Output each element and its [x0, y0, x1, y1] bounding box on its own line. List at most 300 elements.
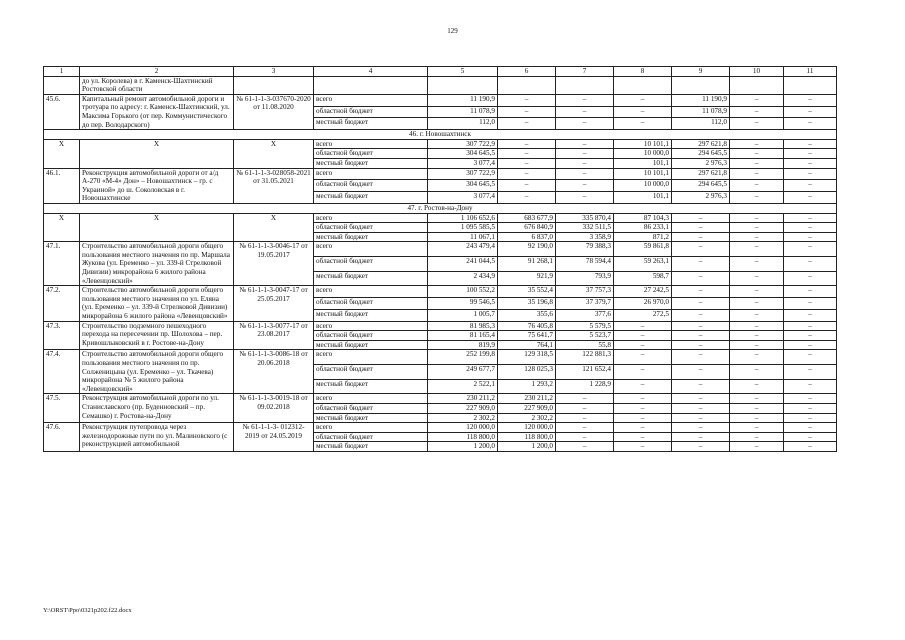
amount-cell: –: [784, 256, 837, 271]
funding-source: областной бюджет: [314, 106, 428, 118]
amount-cell: –: [730, 350, 784, 365]
amount-cell: 59 861,8: [614, 242, 672, 257]
amount-cell: –: [556, 139, 614, 149]
amount-cell: 272,5: [614, 309, 672, 321]
funding-source: всего: [314, 423, 428, 433]
amount-cell: 307 722,9: [428, 139, 498, 149]
amount-cell: –: [784, 271, 837, 286]
object-name: Реконструкция путепровода через железнодорожные пути по ул. Малиновского (с реконструкцией автомобильной: [80, 423, 234, 452]
amount-cell: –: [672, 298, 730, 310]
funding-source: местный бюджет: [314, 271, 428, 286]
amount-cell: 91 268,1: [498, 256, 556, 271]
amount-cell: –: [672, 286, 730, 298]
expertise-document: № 61-1-1-3-028058-2021 от 31.05.2021: [234, 168, 314, 203]
amount-cell: 355,6: [498, 309, 556, 321]
amount-cell: –: [672, 394, 730, 404]
amount-cell: –: [672, 365, 730, 380]
funding-source: всего: [314, 139, 428, 149]
amount-cell: 819,9: [428, 340, 498, 350]
empty-cell: [614, 76, 672, 94]
expertise-document: Х: [234, 139, 314, 168]
funding-source: областной бюджет: [314, 298, 428, 310]
amount-cell: –: [784, 286, 837, 298]
amount-cell: 35 552,4: [498, 286, 556, 298]
amount-cell: 676 840,9: [498, 223, 556, 233]
expertise-document: № 61-1-1-3-037670-2020 от 11.08.2020: [234, 94, 314, 129]
column-number: 10: [730, 67, 784, 77]
amount-cell: 1 095 585,5: [428, 223, 498, 233]
amount-cell: 294 645,5: [672, 180, 730, 192]
amount-cell: –: [556, 158, 614, 168]
amount-cell: 59 263,1: [614, 256, 672, 271]
amount-cell: –: [498, 94, 556, 106]
object-name: Х: [80, 213, 234, 242]
amount-cell: –: [614, 106, 672, 118]
amount-cell: –: [730, 118, 784, 130]
funding-source: областной бюджет: [314, 223, 428, 233]
amount-cell: –: [672, 403, 730, 413]
item-number: 47.2.: [44, 286, 80, 321]
expertise-document: Х: [234, 213, 314, 242]
amount-cell: –: [784, 94, 837, 106]
amount-cell: –: [784, 321, 837, 331]
amount-cell: 683 677,9: [498, 213, 556, 223]
amount-cell: –: [672, 423, 730, 433]
object-name: Строительство автомобильной дороги общего пользования местного значения по пр. Солженицына (ул. Еременко – ул. Ткачева) микрорайона № 5 жилого района «Левенцовский»: [80, 350, 234, 394]
amount-cell: –: [672, 379, 730, 394]
object-name: Строительство автомобильной дороги общего пользования местного значения по ул. Еляна (ул. Еременко – ул. 339-й Стрелковой Дивизии) микрорайона 6 жилого района «Левенцовский»: [80, 286, 234, 321]
funding-source: областной бюджет: [314, 256, 428, 271]
amount-cell: 78 594,4: [556, 256, 614, 271]
amount-cell: –: [556, 403, 614, 413]
amount-cell: –: [730, 242, 784, 257]
amount-cell: –: [614, 432, 672, 442]
funding-source: областной бюджет: [314, 403, 428, 413]
amount-cell: 35 196,8: [498, 298, 556, 310]
amount-cell: –: [498, 158, 556, 168]
amount-cell: –: [730, 309, 784, 321]
amount-cell: 55,8: [556, 340, 614, 350]
amount-cell: –: [730, 271, 784, 286]
item-number: 47.6.: [44, 423, 80, 452]
column-number: 4: [314, 67, 428, 77]
amount-cell: –: [730, 340, 784, 350]
amount-cell: 243 479,4: [428, 242, 498, 257]
object-name: Строительство автомобильной дороги общего пользования местного значения по пр. Маршала Жукова (ул. Еременко – ул. 339-й Стрелковой Дивизии) микрорайона 6 жилого района «Левенцовский»: [80, 242, 234, 286]
amount-cell: –: [730, 413, 784, 423]
amount-cell: –: [784, 350, 837, 365]
amount-cell: –: [784, 180, 837, 192]
amount-cell: 10 000,0: [614, 180, 672, 192]
amount-cell: –: [614, 331, 672, 341]
item-number: 47.5.: [44, 394, 80, 423]
amount-cell: –: [614, 394, 672, 404]
amount-cell: 37 379,7: [556, 298, 614, 310]
continuation-row: [44, 76, 837, 94]
amount-cell: –: [556, 106, 614, 118]
amount-cell: –: [672, 413, 730, 423]
amount-cell: –: [672, 350, 730, 365]
amount-cell: –: [784, 413, 837, 423]
amount-cell: –: [614, 350, 672, 365]
empty-cell: [498, 76, 556, 94]
amount-cell: –: [730, 423, 784, 433]
amount-cell: –: [672, 309, 730, 321]
item-number: Х: [44, 139, 80, 168]
amount-cell: –: [672, 340, 730, 350]
amount-cell: 118 800,0: [428, 432, 498, 442]
amount-cell: –: [730, 256, 784, 271]
amount-cell: 793,9: [556, 271, 614, 286]
amount-cell: –: [672, 213, 730, 223]
amount-cell: –: [672, 321, 730, 331]
file-path-footer: Y:\ORST\Ppo\0321p202.f22.docx: [43, 607, 132, 614]
amount-cell: 297 621,8: [672, 168, 730, 180]
amount-cell: –: [614, 413, 672, 423]
amount-cell: –: [784, 242, 837, 257]
amount-cell: –: [498, 139, 556, 149]
amount-cell: –: [614, 379, 672, 394]
column-number: 2: [80, 67, 234, 77]
table-row: [44, 242, 837, 257]
amount-cell: –: [672, 331, 730, 341]
table-row: [44, 423, 837, 433]
amount-cell: –: [614, 94, 672, 106]
amount-cell: 5 523,7: [556, 331, 614, 341]
amount-cell: 230 211,2: [498, 394, 556, 404]
table-row: [44, 321, 837, 331]
amount-cell: –: [784, 365, 837, 380]
amount-cell: –: [730, 149, 784, 159]
amount-cell: 307 722,9: [428, 168, 498, 180]
amount-cell: 75 641,7: [498, 331, 556, 341]
column-number: 8: [614, 67, 672, 77]
funding-source: местный бюджет: [314, 232, 428, 242]
amount-cell: –: [614, 118, 672, 130]
amount-cell: –: [672, 232, 730, 242]
amount-cell: –: [614, 365, 672, 380]
amount-cell: –: [614, 423, 672, 433]
amount-cell: 2 976,3: [672, 158, 730, 168]
amount-cell: 86 233,1: [614, 223, 672, 233]
amount-cell: 101,1: [614, 158, 672, 168]
amount-cell: –: [730, 442, 784, 452]
amount-cell: –: [672, 223, 730, 233]
funding-source: местный бюджет: [314, 413, 428, 423]
funding-source: всего: [314, 394, 428, 404]
page-number: 129: [447, 27, 458, 35]
amount-cell: 129 318,5: [498, 350, 556, 365]
funding-source: всего: [314, 242, 428, 257]
amount-cell: 1 005,7: [428, 309, 498, 321]
amount-cell: –: [498, 192, 556, 204]
amount-cell: –: [730, 321, 784, 331]
empty-cell: [428, 76, 498, 94]
funding-source: всего: [314, 321, 428, 331]
amount-cell: 6 837,0: [498, 232, 556, 242]
amount-cell: –: [556, 394, 614, 404]
section-row: [44, 130, 837, 140]
amount-cell: –: [672, 242, 730, 257]
amount-cell: –: [784, 423, 837, 433]
amount-cell: 122 881,3: [556, 350, 614, 365]
expertise-document: № 61-1-1-3- 012312-2019 от 24.05.2019: [234, 423, 314, 452]
amount-cell: 26 970,0: [614, 298, 672, 310]
amount-cell: –: [672, 256, 730, 271]
amount-cell: –: [730, 139, 784, 149]
amount-cell: –: [784, 232, 837, 242]
amount-cell: –: [730, 286, 784, 298]
amount-cell: 2 434,9: [428, 271, 498, 286]
amount-cell: –: [672, 442, 730, 452]
amount-cell: 120 000,0: [498, 423, 556, 433]
amount-cell: –: [498, 149, 556, 159]
amount-cell: 2 302,2: [498, 413, 556, 423]
amount-cell: 118 800,0: [498, 432, 556, 442]
amount-cell: –: [730, 432, 784, 442]
amount-cell: 99 546,5: [428, 298, 498, 310]
amount-cell: –: [556, 413, 614, 423]
amount-cell: 3 077,4: [428, 192, 498, 204]
amount-cell: 227 909,0: [428, 403, 498, 413]
amount-cell: –: [614, 403, 672, 413]
amount-cell: 76 405,8: [498, 321, 556, 331]
column-number: 3: [234, 67, 314, 77]
item-number: 45.6.: [44, 94, 80, 129]
column-number: 1: [44, 67, 80, 77]
object-name: до ул. Королева) в г. Каменск-Шахтинский Ростовской области: [80, 76, 234, 94]
amount-cell: –: [784, 379, 837, 394]
amount-cell: 252 199,8: [428, 350, 498, 365]
amount-cell: 249 677,7: [428, 365, 498, 380]
item-number: 47.1.: [44, 242, 80, 286]
amount-cell: –: [498, 180, 556, 192]
amount-cell: –: [730, 379, 784, 394]
amount-cell: –: [784, 168, 837, 180]
amount-cell: –: [672, 432, 730, 442]
object-name: Реконструкция автомобильной дороги по ул. Станиславского (пр. Буденновский – пр. Семашко) г. Ростова-на-Дону: [80, 394, 234, 423]
amount-cell: 1 228,9: [556, 379, 614, 394]
amount-cell: –: [556, 118, 614, 130]
amount-cell: 2 976,3: [672, 192, 730, 204]
amount-cell: 335 870,4: [556, 213, 614, 223]
column-number-row: [44, 67, 837, 77]
amount-cell: 294 645,5: [672, 149, 730, 159]
amount-cell: 3 358,9: [556, 232, 614, 242]
amount-cell: –: [784, 432, 837, 442]
amount-cell: –: [730, 106, 784, 118]
object-name: Х: [80, 139, 234, 168]
amount-cell: –: [556, 423, 614, 433]
amount-cell: 3 077,4: [428, 158, 498, 168]
item-number: 47.4.: [44, 350, 80, 394]
amount-cell: –: [614, 442, 672, 452]
amount-cell: 81 985,3: [428, 321, 498, 331]
amount-cell: –: [498, 118, 556, 130]
amount-cell: –: [784, 394, 837, 404]
amount-cell: 2 522,1: [428, 379, 498, 394]
amount-cell: 81 165,4: [428, 331, 498, 341]
object-name: Реконструкция автомобильной дороги от а/д А-270 «М-4» Дон» – Новошахтинск – гр. с Украиной» до ш. Соколовская в г. Новошахтинске: [80, 168, 234, 203]
amount-cell: –: [556, 180, 614, 192]
empty-cell: [44, 76, 80, 94]
amount-cell: 11 078,9: [672, 106, 730, 118]
funding-source: всего: [314, 213, 428, 223]
amount-cell: 11 190,9: [672, 94, 730, 106]
amount-cell: 1 293,2: [498, 379, 556, 394]
amount-cell: –: [784, 442, 837, 452]
amount-cell: –: [556, 192, 614, 204]
amount-cell: –: [784, 118, 837, 130]
section-title: 47. г. Ростов-на-Дону: [44, 203, 837, 213]
expertise-document: № 61-1-1-3-0077-17 от 23.08.2017: [234, 321, 314, 350]
amount-cell: –: [556, 432, 614, 442]
empty-cell: [784, 76, 837, 94]
amount-cell: –: [784, 192, 837, 204]
amount-cell: 87 104,3: [614, 213, 672, 223]
amount-cell: 1 106 652,6: [428, 213, 498, 223]
amount-cell: 377,6: [556, 309, 614, 321]
amount-cell: 79 388,3: [556, 242, 614, 257]
amount-cell: –: [784, 331, 837, 341]
amount-cell: –: [730, 331, 784, 341]
amount-cell: –: [784, 139, 837, 149]
amount-cell: 11 190,9: [428, 94, 498, 106]
funding-source: местный бюджет: [314, 309, 428, 321]
amount-cell: –: [730, 158, 784, 168]
amount-cell: 5 579,5: [556, 321, 614, 331]
amount-cell: 304 645,5: [428, 180, 498, 192]
amount-cell: 304 645,5: [428, 149, 498, 159]
empty-cell: [730, 76, 784, 94]
amount-cell: 112,0: [672, 118, 730, 130]
amount-cell: –: [498, 106, 556, 118]
funding-source: областной бюджет: [314, 149, 428, 159]
object-name: Строительство подземного пешеходного перехода на пересечении пр. Шолохова – пер. Кривошлыковский в г. Ростове-на-Дону: [80, 321, 234, 350]
amount-cell: 227 909,0: [498, 403, 556, 413]
amount-cell: –: [556, 442, 614, 452]
funding-source: местный бюджет: [314, 340, 428, 350]
amount-cell: –: [556, 168, 614, 180]
amount-cell: 120 000,0: [428, 423, 498, 433]
amount-cell: 1 200,0: [428, 442, 498, 452]
column-number: 6: [498, 67, 556, 77]
amount-cell: –: [784, 309, 837, 321]
funding-source: местный бюджет: [314, 192, 428, 204]
amount-cell: –: [730, 403, 784, 413]
amount-cell: 27 242,5: [614, 286, 672, 298]
empty-cell: [234, 76, 314, 94]
amount-cell: –: [784, 149, 837, 159]
empty-cell: [314, 76, 428, 94]
amount-cell: –: [556, 149, 614, 159]
amount-cell: –: [730, 223, 784, 233]
amount-cell: –: [556, 94, 614, 106]
amount-cell: 921,9: [498, 271, 556, 286]
amount-cell: –: [784, 106, 837, 118]
amount-cell: 112,0: [428, 118, 498, 130]
section-row: [44, 203, 837, 213]
funding-source: всего: [314, 286, 428, 298]
expertise-document: № 61-1-1-3-0047-17 от 25.05.2017: [234, 286, 314, 321]
funding-source: областной бюджет: [314, 365, 428, 380]
amount-cell: 241 044,5: [428, 256, 498, 271]
amount-cell: –: [730, 192, 784, 204]
amount-cell: –: [730, 365, 784, 380]
empty-cell: [672, 76, 730, 94]
amount-cell: –: [730, 180, 784, 192]
budget-table: [43, 66, 837, 452]
item-number: Х: [44, 213, 80, 242]
empty-cell: [556, 76, 614, 94]
amount-cell: 128 025,3: [498, 365, 556, 380]
funding-source: местный бюджет: [314, 158, 428, 168]
object-name: Капитальный ремонт автомобильной дороги и тротуара по адресу: г. Каменск-Шахтинский, ул. Максима Горького (от пер. Коммунистического до пер. Володарского): [80, 94, 234, 129]
table-row: [44, 394, 837, 404]
funding-source: местный бюджет: [314, 379, 428, 394]
amount-cell: 10 101,1: [614, 168, 672, 180]
amount-cell: 764,1: [498, 340, 556, 350]
table-row: [44, 350, 837, 365]
expertise-document: № 61-1-1-3-0046-17 от 19.05.2017: [234, 242, 314, 286]
funding-source: местный бюджет: [314, 118, 428, 130]
expertise-document: № 61-1-1-3-0019-18 от 09.02.2018: [234, 394, 314, 423]
amount-cell: –: [730, 94, 784, 106]
funding-source: всего: [314, 350, 428, 365]
amount-cell: –: [730, 394, 784, 404]
table-row: [44, 168, 837, 180]
amount-cell: –: [730, 232, 784, 242]
amount-cell: 332 511,5: [556, 223, 614, 233]
amount-cell: –: [784, 340, 837, 350]
amount-cell: 101,1: [614, 192, 672, 204]
table-row: [44, 286, 837, 298]
funding-source: местный бюджет: [314, 442, 428, 452]
table-row: [44, 139, 837, 149]
amount-cell: –: [730, 298, 784, 310]
amount-cell: 92 190,0: [498, 242, 556, 257]
amount-cell: 598,7: [614, 271, 672, 286]
funding-source: областной бюджет: [314, 432, 428, 442]
column-number: 11: [784, 67, 837, 77]
section-title: 46. г. Новошахтинск: [44, 130, 837, 140]
amount-cell: –: [672, 271, 730, 286]
expertise-document: № 61-1-1-3-0086-18 от 20.06.2018: [234, 350, 314, 394]
amount-cell: 297 621,8: [672, 139, 730, 149]
amount-cell: 121 652,4: [556, 365, 614, 380]
amount-cell: –: [614, 340, 672, 350]
column-number: 9: [672, 67, 730, 77]
amount-cell: 871,2: [614, 232, 672, 242]
amount-cell: 230 211,2: [428, 394, 498, 404]
funding-source: областной бюджет: [314, 180, 428, 192]
funding-source: всего: [314, 94, 428, 106]
amount-cell: –: [730, 168, 784, 180]
amount-cell: 11 078,9: [428, 106, 498, 118]
table-row: [44, 213, 837, 223]
amount-cell: 37 757,3: [556, 286, 614, 298]
amount-cell: 1 200,0: [498, 442, 556, 452]
column-number: 5: [428, 67, 498, 77]
amount-cell: –: [784, 298, 837, 310]
amount-cell: 100 552,2: [428, 286, 498, 298]
amount-cell: 2 302,2: [428, 413, 498, 423]
funding-source: областной бюджет: [314, 331, 428, 341]
amount-cell: –: [784, 158, 837, 168]
amount-cell: 10 000,0: [614, 149, 672, 159]
amount-cell: 11 067,1: [428, 232, 498, 242]
column-number: 7: [556, 67, 614, 77]
